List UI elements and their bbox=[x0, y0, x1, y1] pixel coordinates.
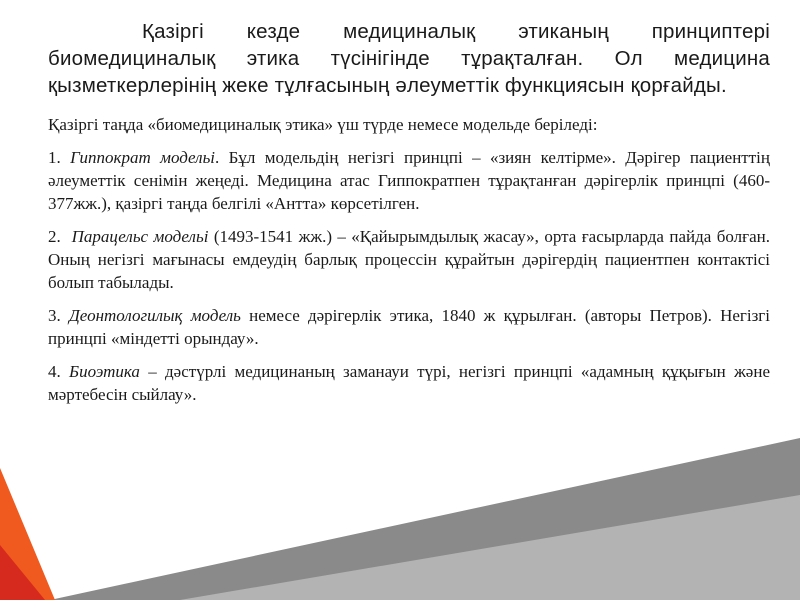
model-text: немесе дәрігерлік этика, 1840 ж құрылған. (авторы Петров). Негізгі принцпі «міндетті орындау». bbox=[48, 306, 771, 348]
model-item-2 bbox=[48, 225, 770, 294]
model-title: Парацельс модельі bbox=[71, 227, 209, 246]
model-text: . Бұл модельдің негізгі принцпі – «зиян келтірме». Дәрігер пациенттің әлеуметтік сенімін жеңеді. Медицина атас Гиппократпен тұрақтанған дәрігерлік принцпі (460-377жж.), қазіргі таңда белгілі «Антта» көрсетілген. bbox=[48, 148, 770, 213]
model-number: 4. bbox=[48, 362, 61, 381]
model-text: – дәстүрлі медицинаның заманауи түрі, негізгі принцпі «адамның құқығын және мәртебесін сыйлау». bbox=[48, 362, 770, 404]
model-item-3 bbox=[48, 304, 770, 350]
model-number: 2. bbox=[48, 227, 61, 246]
intro-paragraph: Қазіргі кезде медициналық этиканың принциптері биомедициналық этика түсінігінде тұрақталған. Ол медицина қызметкерлерінің жеке тұлғасының әлеуметтік функциясын қорғайды. bbox=[48, 20, 770, 97]
lead-paragraph: Қазіргі таңда «биомедициналық этика» үш түрде немесе модельде беріледі: bbox=[48, 115, 598, 134]
model-title: Биоэтика bbox=[69, 362, 140, 381]
model-number: 3. bbox=[48, 306, 61, 325]
model-number: 1. bbox=[48, 148, 61, 167]
model-item-4 bbox=[48, 360, 770, 406]
model-text: (1493-1541 жж.) – «Қайырымдылық жасау», орта ғасырларда пайда болған. Оның негізгі мағынасы емдеудің барлық процессін құрайтын дәрігердің пациентпен контактісі болып табылады. bbox=[48, 227, 771, 292]
slide-content bbox=[48, 18, 770, 416]
model-title: Гиппократ модельі bbox=[70, 148, 216, 167]
model-title: Деонтологилық модель bbox=[68, 306, 241, 325]
model-item-1 bbox=[48, 146, 770, 215]
